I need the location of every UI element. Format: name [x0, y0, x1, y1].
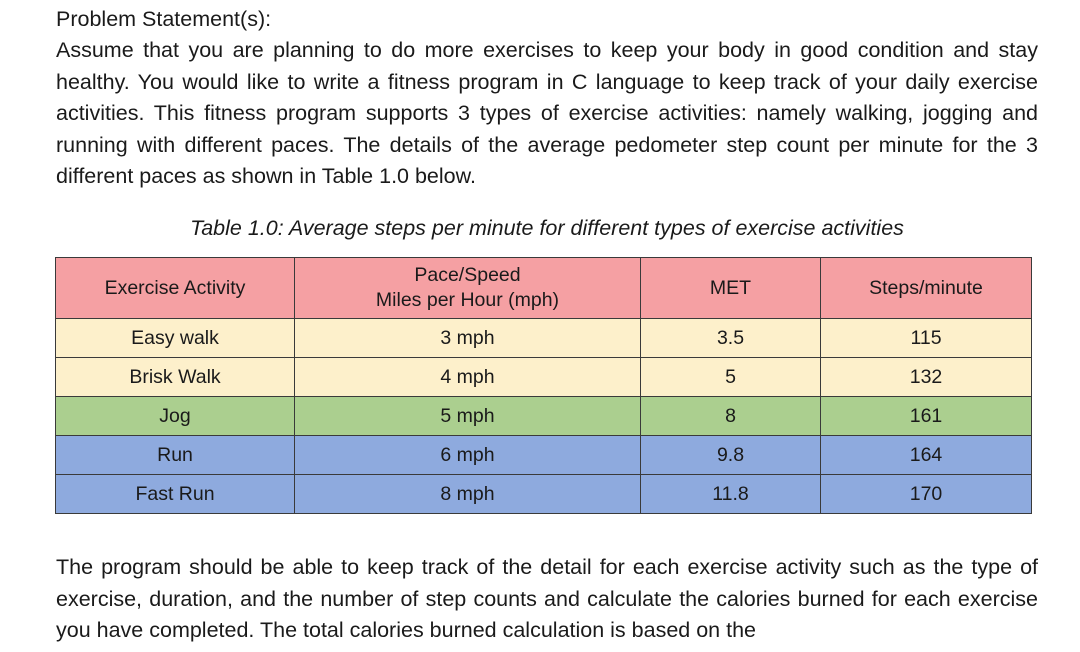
header-met: MET	[641, 258, 821, 319]
cell-met: 8	[641, 397, 821, 436]
cell-met: 9.8	[641, 436, 821, 475]
cell-steps: 115	[821, 319, 1032, 358]
header-pace-line1: Pace/Speed	[414, 264, 521, 286]
cell-activity: Brisk Walk	[56, 358, 295, 397]
cell-pace: 5 mph	[295, 397, 641, 436]
cell-met: 3.5	[641, 319, 821, 358]
cell-pace: 8 mph	[295, 475, 641, 514]
cell-steps: 170	[821, 475, 1032, 514]
exercise-table	[55, 257, 1032, 514]
cell-steps: 161	[821, 397, 1032, 436]
cell-activity: Jog	[56, 397, 295, 436]
cell-pace: 4 mph	[295, 358, 641, 397]
cell-activity: Run	[56, 436, 295, 475]
header-pace-line2: Miles per Hour (mph)	[375, 289, 560, 311]
cell-activity: Fast Run	[56, 475, 295, 514]
table-header-row	[56, 258, 1032, 319]
table-row	[56, 319, 1032, 358]
header-steps-per-minute: Steps/minute	[821, 258, 1032, 319]
table-row	[56, 475, 1032, 514]
cell-steps: 164	[821, 436, 1032, 475]
header-exercise-activity: Exercise Activity	[56, 258, 295, 319]
cell-pace: 6 mph	[295, 436, 641, 475]
table-row	[56, 397, 1032, 436]
intro-paragraph: Assume that you are planning to do more exercises to keep your body in good condition and stay healthy. You would like to write a fitness program in C language to keep track of your daily exercise activities. This fitness program supports 3 types of exercise activities: namely walking, jogging and running with different paces. The details of the average pedometer step count per minute for the 3 different paces as shown in Table 1.0 below.	[56, 38, 1038, 188]
cell-steps: 132	[821, 358, 1032, 397]
table-row	[56, 358, 1032, 397]
header-pace	[295, 258, 641, 319]
cell-met: 11.8	[641, 475, 821, 514]
table-row	[56, 436, 1032, 475]
cell-pace: 3 mph	[295, 319, 641, 358]
cell-activity: Easy walk	[56, 319, 295, 358]
followup-paragraph: The program should be able to keep track of the detail for each exercise activity such as the type of exercise, duration, and the number of step counts and calculate the calories burned for each exercise you have completed. The total calories burned calculation is based on the	[56, 555, 1038, 642]
section-heading: Problem Statement(s):	[56, 7, 272, 31]
table-caption: Table 1.0: Average steps per minute for different types of exercise activities	[190, 216, 904, 240]
cell-met: 5	[641, 358, 821, 397]
